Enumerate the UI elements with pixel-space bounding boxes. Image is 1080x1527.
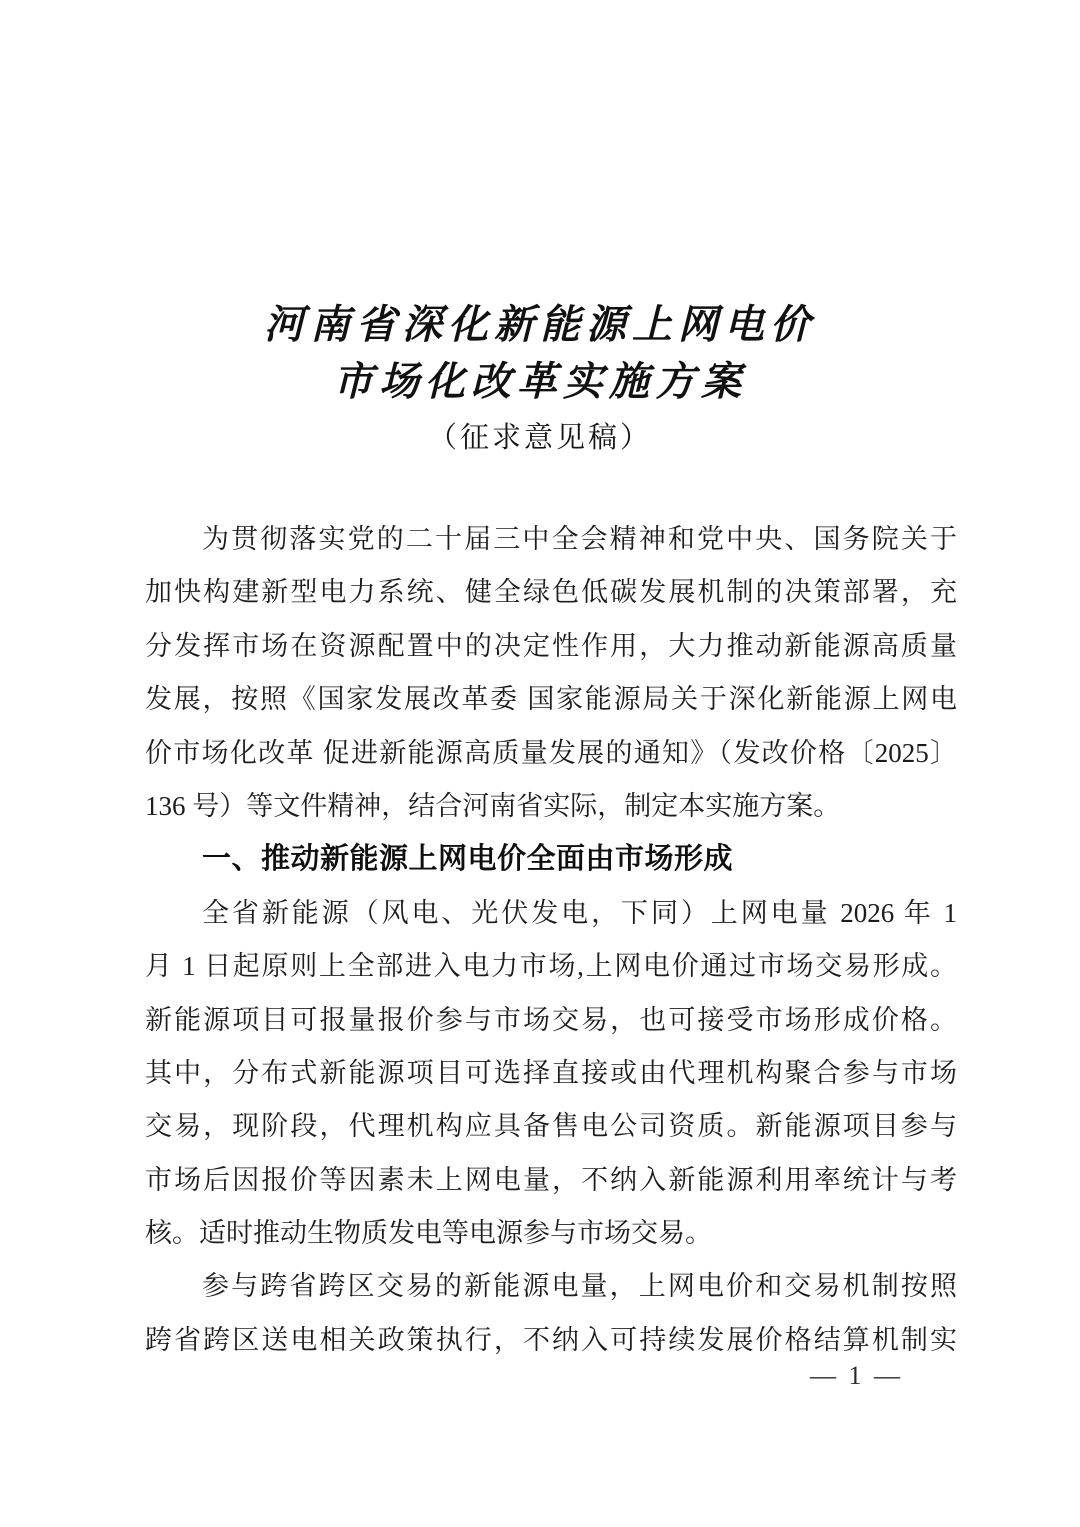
body-line: 其中，分布式新能源项目可选择直接或由代理机构聚合参与市场 (145, 1057, 957, 1088)
body-line: 全省新能源（风电、光伏发电，下同）上网电量 2026 年 1 (202, 897, 957, 928)
body-line: 分发挥市场在资源配置中的决定性作用，大力推动新能源高质量 (145, 630, 957, 661)
body-line: 为贯彻落实党的二十届三中全会精神和党中央、国务院关于 (202, 524, 957, 554)
section-heading-1: 一、推动新能源上网电价全面由市场形成 (202, 843, 734, 876)
body-line: 价市场化改革 促进新能源高质量发展的通知》（发改价格〔2025〕 (145, 737, 957, 768)
body-line: 加快构建新型电力系统、健全绿色低碳发展机制的决策部署，充 (145, 577, 957, 608)
body-line: 交易，现阶段，代理机构应具备售电公司资质。新能源项目参与 (145, 1111, 957, 1142)
document-title-line-2: 市场化改革实施方案 (333, 359, 747, 404)
title-block (0, 296, 1080, 460)
body-line: 核。适时推动生物质发电等电源参与市场交易。 (145, 1218, 712, 1249)
document-title-line-1: 河南省深化新能源上网电价 (264, 302, 816, 347)
body-line: 月 1 日起原则上全部进入电力市场,上网电价通过市场交易形成。 (145, 951, 957, 982)
document-subtitle: （征求意见稿） (427, 422, 652, 454)
body-line: 市场后因报价等因素未上网电量，不纳入新能源利用率统计与考 (145, 1164, 957, 1195)
body-line: 136 号）等文件精神，结合河南省实际，制定本实施方案。 (145, 790, 841, 821)
body-line: 跨省跨区送电相关政策执行，不纳入可持续发展价格结算机制实 (145, 1324, 957, 1355)
body-line: 发展，按照《国家发展改革委 国家能源局关于深化新能源上网电 (145, 684, 957, 715)
body-text-block (145, 513, 957, 1367)
body-line: 新能源项目可报量报价参与市场交易，也可接受市场形成价格。 (145, 1004, 957, 1035)
body-line: 参与跨省跨区交易的新能源电量，上网电价和交易机制按照 (202, 1271, 957, 1302)
page-number: — 1 — (810, 1361, 903, 1390)
